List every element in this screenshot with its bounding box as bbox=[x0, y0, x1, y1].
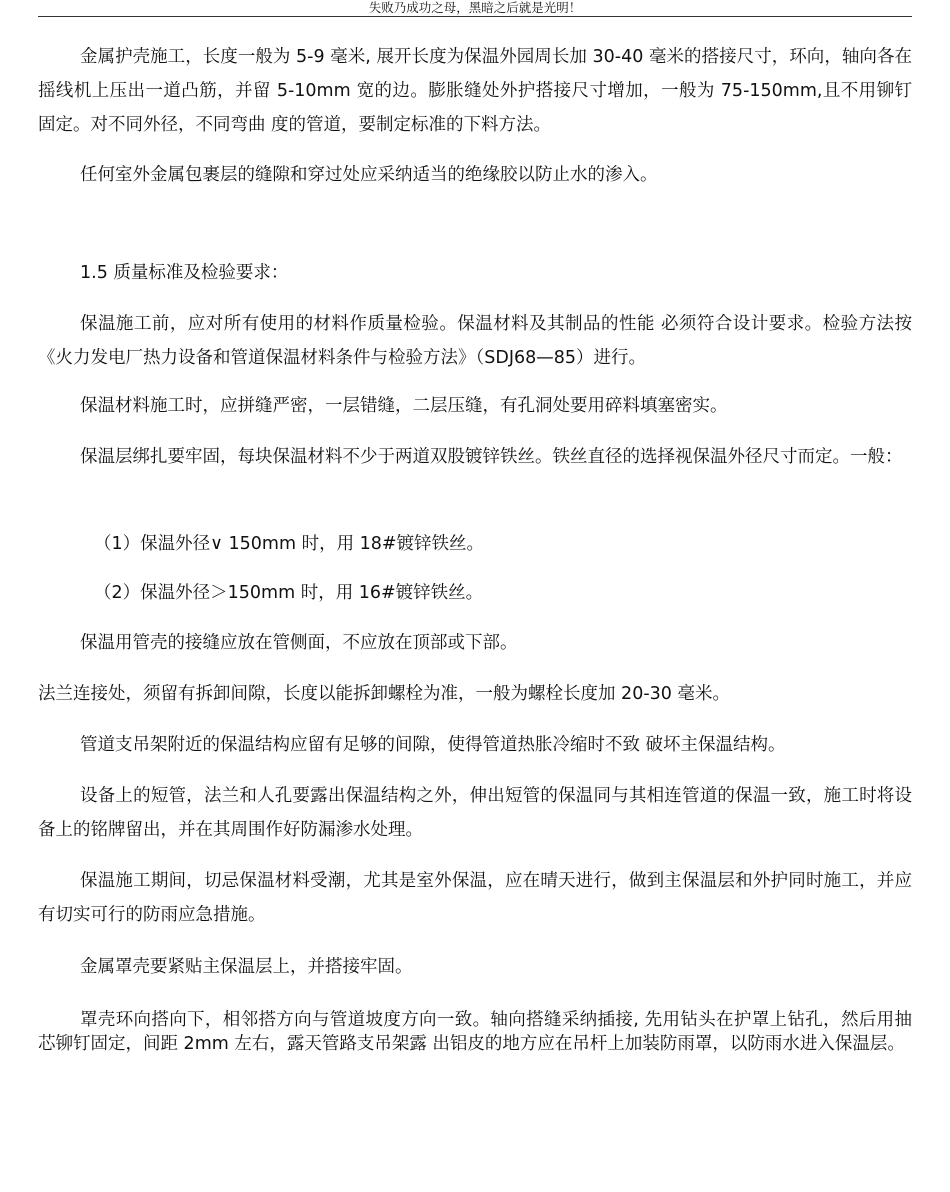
paragraph-flange: 法兰连接处，须留有拆卸间隙，长度以能拆卸螺栓为准，一般为螺栓长度加 20-30 毫米。 bbox=[38, 684, 730, 704]
paragraph-cover-lap: 罩壳环向搭向下，相邻搭方向与管道坡度方向一致。轴向搭缝采纳插接, 先用钻头在护罩上钻孔，然后用抽芯铆钉固定，间距 2mm 左右，露天管路支吊架露 出铝皮的地方应在吊杆上加装防雨罩，以防雨水进入保温层。 bbox=[38, 1010, 912, 1054]
paragraph-inspection: 保温施工前，应对所有使用的材料作质量检验。保温材料及其制品的性能 必须符合设计要求。检验方法按《火力发电厂热力设备和管道保温材料条件与检验方法》（SDJ68—85）进行。 bbox=[38, 314, 912, 368]
paragraph-joints: 保温材料施工时，应拼缝严密，一层错缝，二层压缝，有孔洞处要用碎料填塞密实。 bbox=[80, 396, 728, 416]
list-item-1: （1）保温外径∨ 150mm 时，用 18#镀锌铁丝。 bbox=[94, 534, 485, 554]
page-header: 失败乃成功之母，黑暗之后就是光明！ bbox=[368, 0, 582, 15]
section-heading-quality: 1.5 质量标准及检验要求： bbox=[80, 263, 289, 283]
paragraph-sealant: 任何室外金属包裹层的缝隙和穿过处应采纳适当的绝缘胶以防止水的渗入。 bbox=[80, 165, 658, 185]
paragraph-metal-shell: 金属护壳施工，长度一般为 5-9 毫米, 展开长度为保温外园周长加 30-40 毫米的搭接尺寸，环向，轴向各在摇线机上压出一道凸筋，并留 5-10mm 宽的边。膨胀缝处外护搭接尺寸增加，一般为 75-150mm,且不用铆钉固定。对不同外径，不同弯曲 度的管道，要制定标准的下料方法。 bbox=[38, 47, 912, 135]
paragraph-binding: 保温层绑扎要牢固，每块保温材料不少于两道双股镀锌铁丝。铁丝直径的选择视保温外径尺寸而定。一般： bbox=[80, 447, 903, 467]
list-item-2: （2）保温外径＞150mm 时，用 16#镀锌铁丝。 bbox=[94, 583, 484, 603]
paragraph-metal-cover: 金属罩壳要紧贴主保温层上，并搭接牢固。 bbox=[80, 957, 413, 977]
paragraph-supports: 管道支吊架附近的保温结构应留有足够的间隙，使得管道热胀冷缩时不致 破坏主保温结构。 bbox=[80, 735, 786, 755]
header-divider bbox=[38, 16, 912, 17]
paragraph-short-pipes: 设备上的短管，法兰和人孔要露出保温结构之外，伸出短管的保温同与其相连管道的保温一致，施工时将设备上的铭牌留出，并在其周围作好防漏渗水处理。 bbox=[38, 786, 912, 840]
paragraph-moisture: 保温施工期间，切忌保温材料受潮，尤其是室外保温，应在晴天进行，做到主保温层和外护同时施工，并应有切实可行的防雨应急措施。 bbox=[38, 871, 912, 925]
paragraph-shell-seams: 保温用管壳的接缝应放在管侧面，不应放在顶部或下部。 bbox=[80, 633, 518, 653]
